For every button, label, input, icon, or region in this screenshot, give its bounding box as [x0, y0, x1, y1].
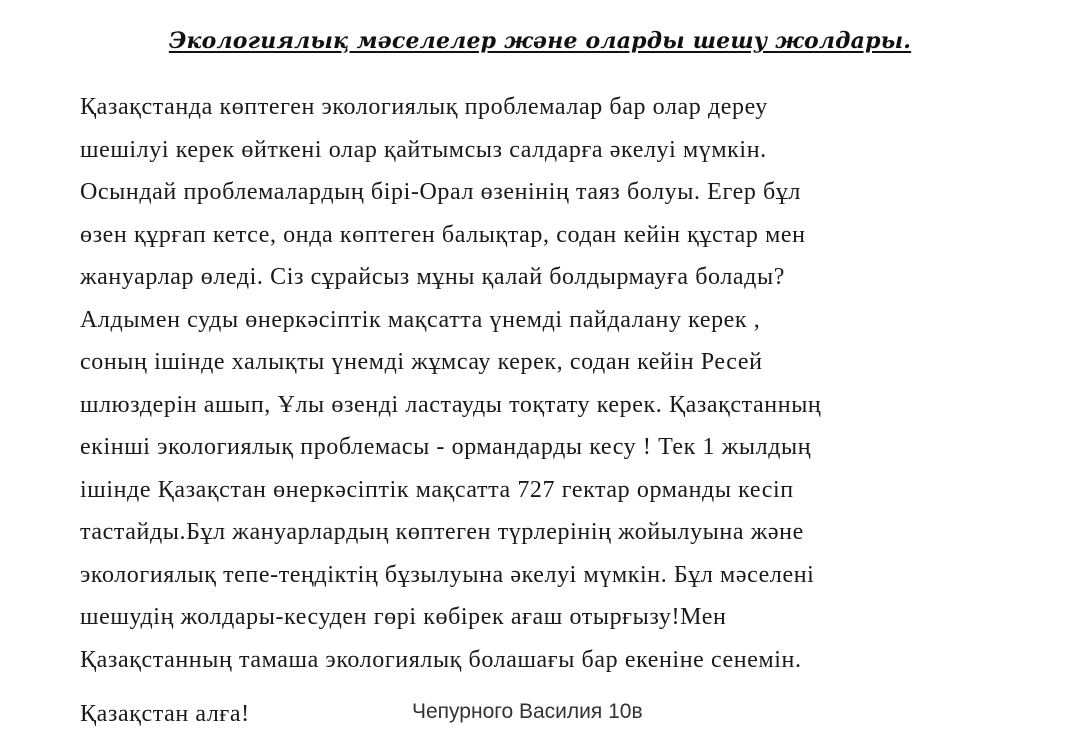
author-signature: Чепурного Василия 10в [412, 700, 643, 723]
essay-line: тастайды.Бұл жануарлардың көптеген түрлерінің жойылуына және [80, 519, 804, 545]
essay-line: ішінде Қазақстан өнеркәсіптік мақсатта 727 гектар орманды кесіп [80, 476, 794, 503]
essay-line: шешілуі керек өйткені олар қайтымсыз салдарға әкелуі мүмкін. [80, 136, 767, 163]
essay-line: жануарлар өледі. Сіз сұрайсыз мұны қалай болдырмауға болады? [80, 264, 785, 290]
essay-line: экологиялық тепе-теңдіктің бұзылуына әкелуі мүмкін. Бұл мәселені [80, 561, 815, 588]
document-title: Экологиялық мәселелер және оларды шешу жолдары. [168, 28, 912, 54]
essay-line: соның ішінде халықты үнемді жұмсау керек, содан кейін Ресей [80, 349, 763, 375]
essay-line: өзен құрғап кетсе, онда көптеген балықтар, содан кейін құстар мен [80, 221, 806, 248]
essay-body [80, 86, 1040, 681]
essay-line: Осындай проблемалардың бірі-Орал өзенінің таяз болуы. Егер бұл [80, 179, 802, 205]
essay-line: Қазақстанда көптеген экологиялық проблемалар бар олар дереу [80, 94, 768, 120]
essay-line: екінші экологиялық проблемасы - ормандарды кесу ! Тек 1 жылдың [80, 434, 812, 460]
essay-line: шлюздерін ашып, Ұлы өзенді ластауды тоқтату керек. Қазақстанның [80, 391, 822, 418]
essay-line: Қазақстанның тамаша экологиялық болашағы бар екеніне сенемін. [80, 646, 802, 673]
essay-line: Алдымен суды өнеркәсіптік мақсатта үнемді пайдалану керек , [80, 306, 761, 333]
closing-line: Қазақстан алға! [80, 701, 250, 727]
essay-line: шешудің жолдары-кесуден гөрі көбірек ағаш отырғызу!Мен [80, 604, 727, 630]
